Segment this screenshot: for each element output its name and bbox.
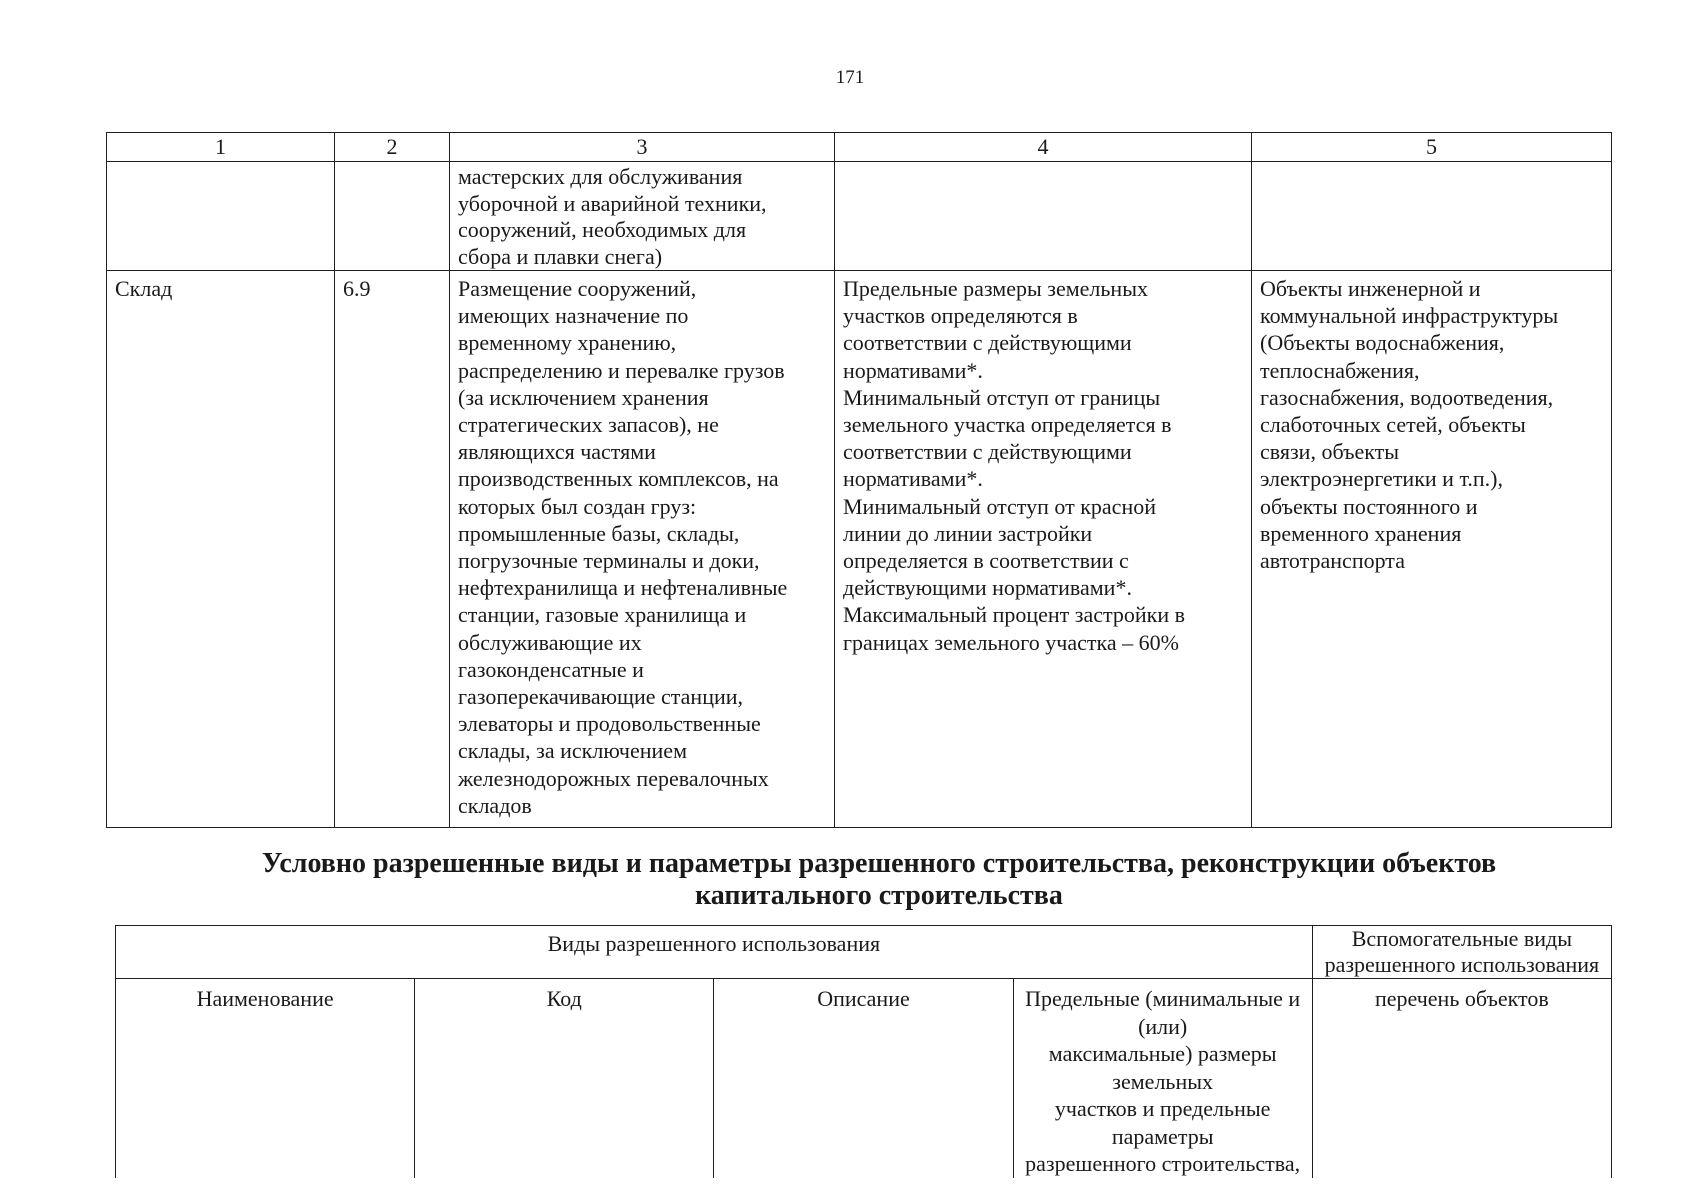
code-cell [335, 162, 450, 271]
column-header-object-list: перечень объектов [1312, 979, 1611, 1178]
column-number: 2 [335, 133, 450, 162]
table-subheader-row [116, 979, 1612, 1178]
conditional-use-table [115, 925, 1612, 1178]
column-number: 3 [450, 133, 835, 162]
column-header-parameters: Предельные (минимальные и (или) максимальные) размеры земельных участков и предельные параметры разрешенного строительства, [1013, 979, 1312, 1178]
table-row [107, 271, 1612, 828]
name-cell [107, 162, 335, 271]
table-header-row [116, 926, 1612, 979]
parameters-cell: Предельные размеры земельных участков определяются в соответствии с действующими нормативами*. Минимальный отступ от границы земельного участка определяется в соответствии с действующими нормативами*. Минимальный отступ от красной линии до линии застройки определяется в соответствии с действующими нормативами*. Максимальный процент застройки в границах земельного участка – 60% [835, 271, 1252, 828]
name-cell: Склад [107, 271, 335, 828]
column-number: 4 [835, 133, 1252, 162]
auxiliary-cell [1252, 162, 1612, 271]
parameters-cell [835, 162, 1252, 271]
description-cell: Размещение сооружений, имеющих назначение по временному хранению, распределению и перевалке грузов (за исключением хранения стратегических запасов), не являющихся частями производственных комплексов, на которых был создан груз: промышленные базы, склады, погрузочные терминалы и доки, нефтехранилища и нефтеналивные станции, газовые хранилища и обслуживающие их газоконденсатные и газоперекачивающие станции, элеваторы и продовольственные склады, за исключением железнодорожных перевалочных складов [450, 271, 835, 828]
page-number: 171 [835, 67, 865, 88]
description-cell: мастерских для обслуживания уборочной и аварийной техники, сооружений, необходимых для сбора и плавки снега) [450, 162, 835, 271]
permitted-use-table-continued [106, 132, 1612, 828]
table-row [107, 162, 1612, 271]
auxiliary-cell: Объекты инженерной и коммунальной инфраструктуры (Объекты водоснабжения, теплоснабжения, газоснабжения, водоотведения, слаботочных сетей, объекты связи, объекты электроэнергетики и т.п.), объекты постоянного и временного хранения автотранспорта [1252, 271, 1612, 828]
column-header-code: Код [415, 979, 714, 1178]
column-number: 5 [1252, 133, 1612, 162]
code-cell: 6.9 [335, 271, 450, 828]
column-number-row [107, 133, 1612, 162]
section-heading: Условно разрешенные виды и параметры разрешенного строительства, реконструкции объектов капитального строительства [261, 848, 1497, 911]
column-number: 1 [107, 133, 335, 162]
column-header-description: Описание [714, 979, 1013, 1178]
header-permitted-uses: Виды разрешенного использования [116, 926, 1313, 979]
header-auxiliary-uses: Вспомогательные виды разрешенного использования [1312, 926, 1611, 979]
column-header-name: Наименование [116, 979, 415, 1178]
